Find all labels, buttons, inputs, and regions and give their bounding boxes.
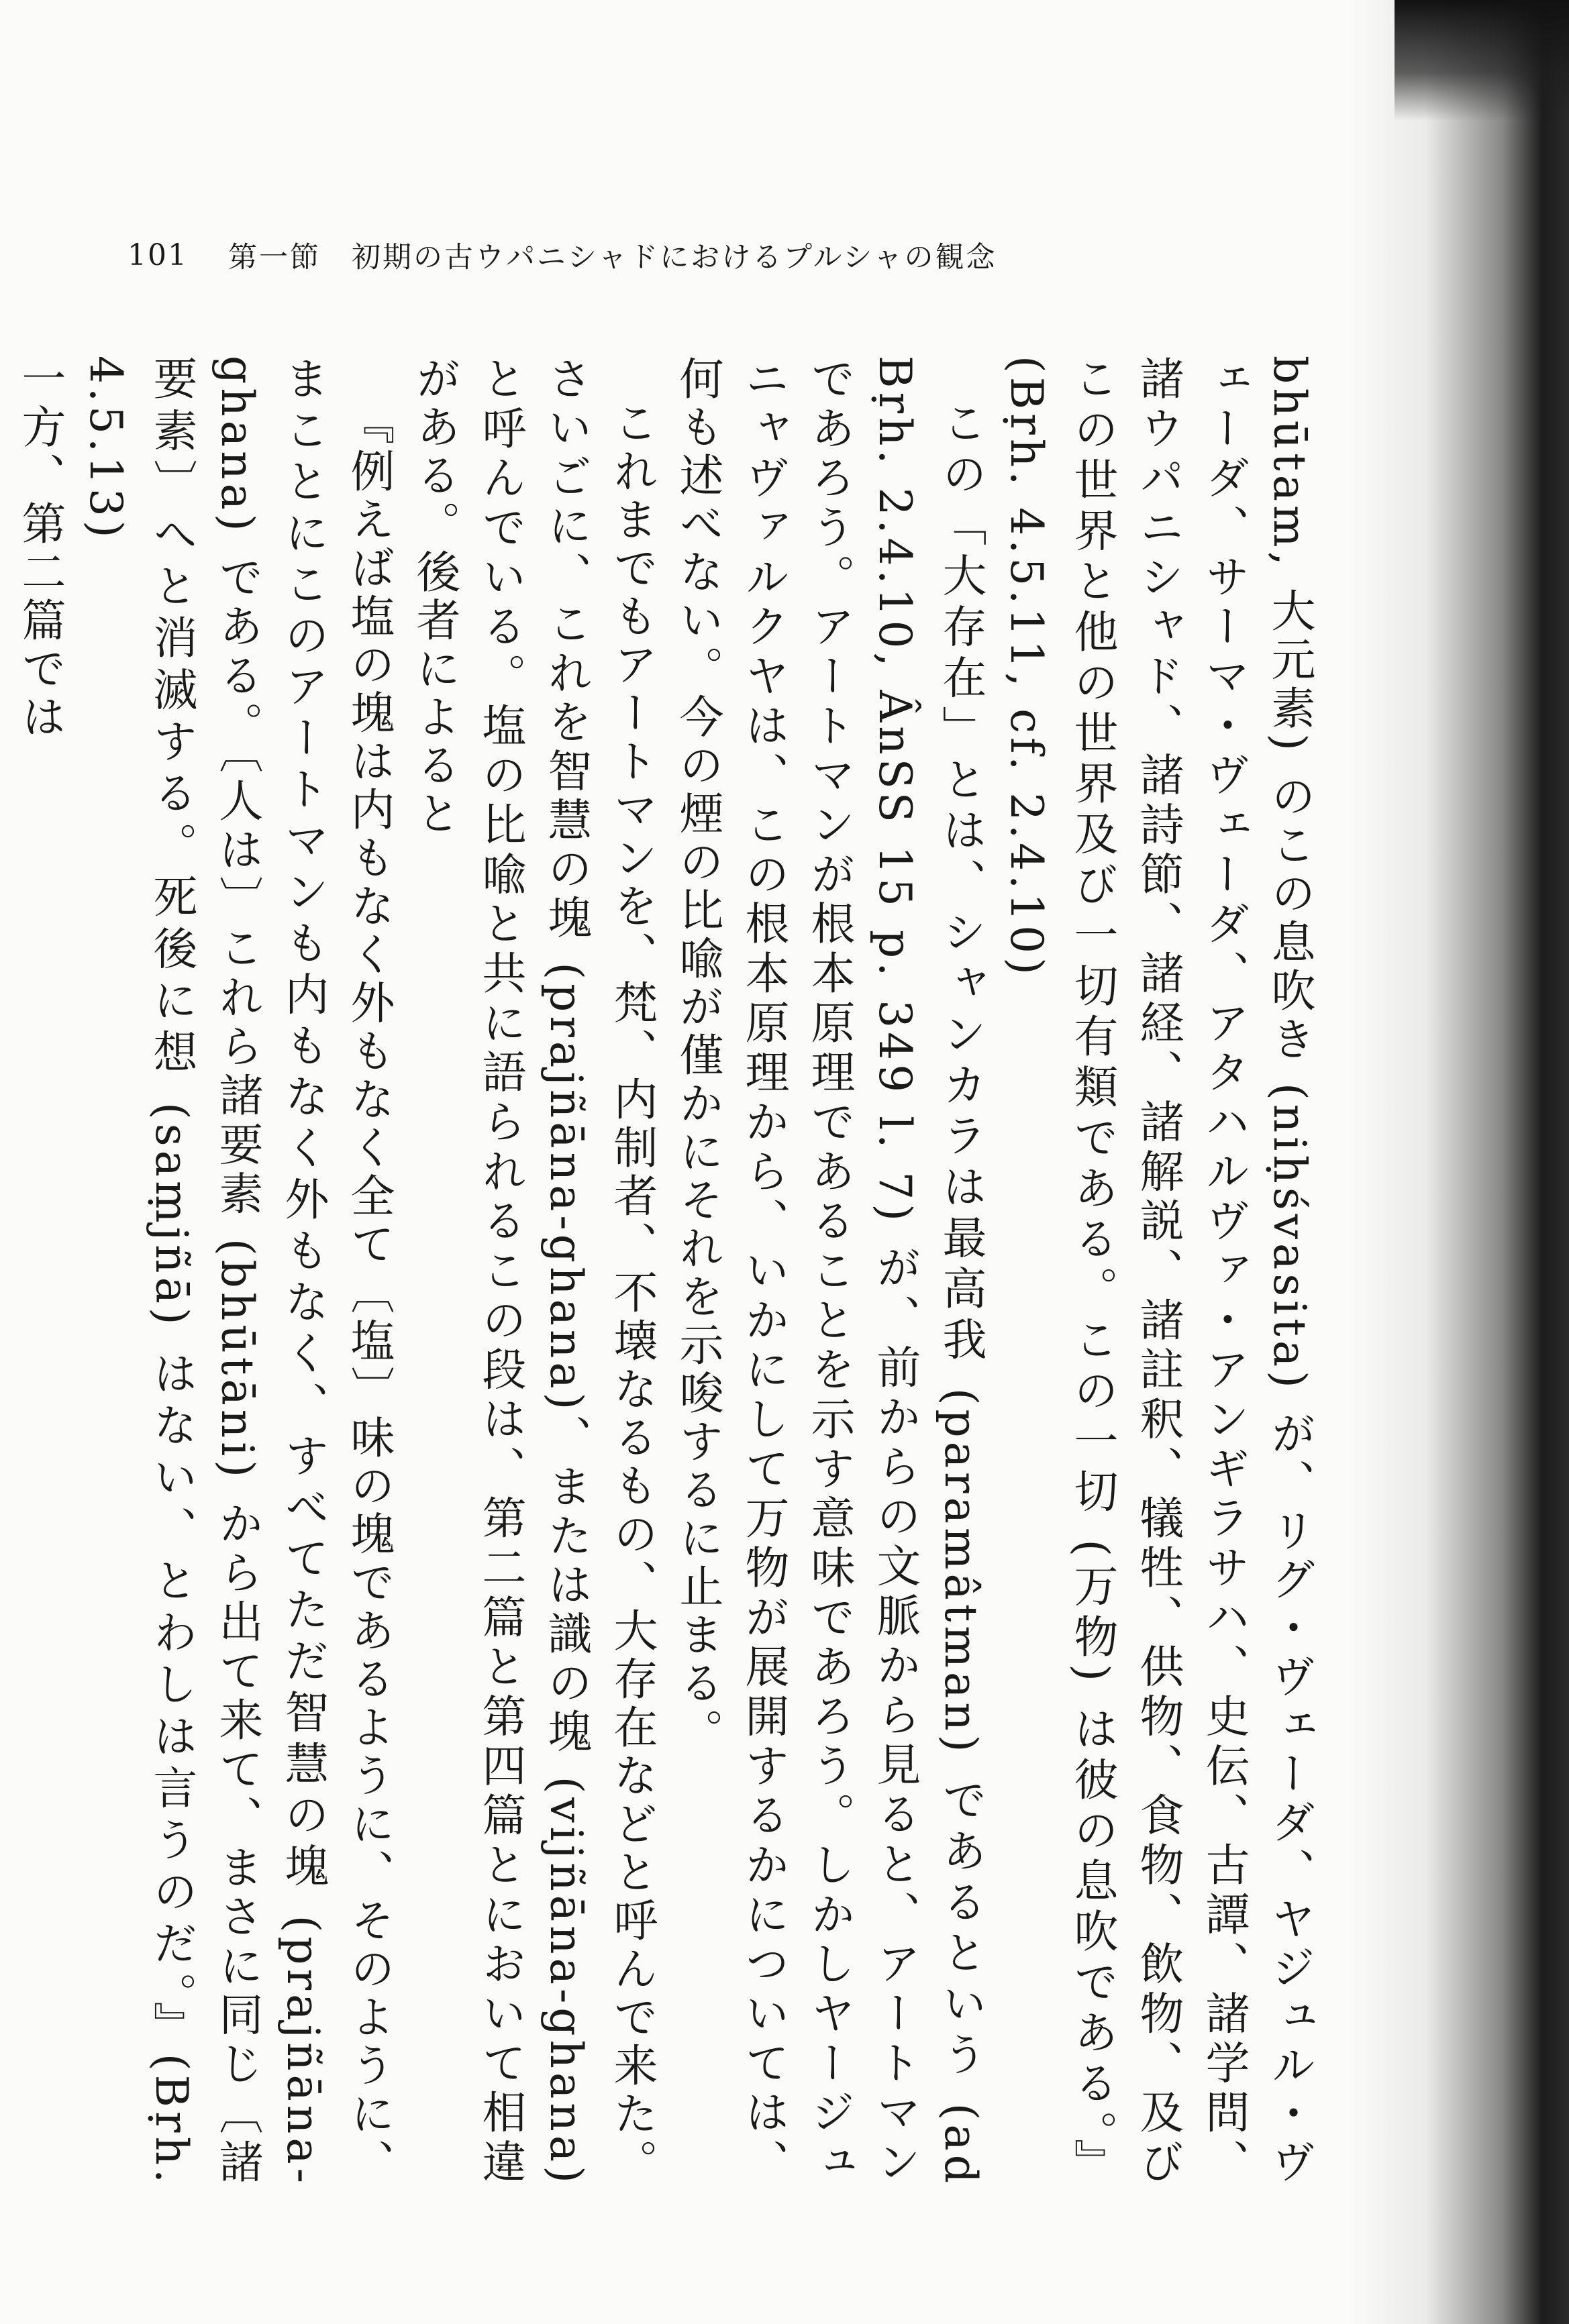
page-header — [128, 228, 1403, 282]
paragraph: 一方、第二篇では — [14, 356, 66, 742]
paragraph-continuation: bhūtam, 大元素) のこの息吹き (niḥśvasita) が、リグ・ヴェーダ、ヤジュル・ヴェーダ、サーマ・ヴェーダ、アタハルヴァ・アンギラサハ、史伝、古譚、諸学問、諸ウパニシャド、諸詩節、諸経、諸解説、諸註釈、犠牲、供物、食物、飲物、及びこの世界と他の世界及び一切有類である。この一切 (万物) は彼の息吹である。』(Bṛh. 4.5.11, cf. 2.4.10) — [1001, 356, 1315, 2187]
running-title: 第一節 初期の古ウパニシャドにおけるプルシャの観念 — [228, 240, 997, 274]
paragraph: これまでもアートマンを、梵、内制者、不壊なるもの、大存在などと呼んで来た。さいごに、これを智慧の塊 (prajñāna-ghana)、または識の塊 (vijñāna-ghana) と呼んでいる。塩の比喩と共に語られるこの段は、第二篇と第四篇とにおいて相違がある。後者によると — [409, 356, 658, 2187]
page-number: 101 — [128, 237, 188, 272]
body-text — [14, 356, 1322, 2188]
paragraph: この「大存在」とは、シャンカラは最高我 (paramâtman) であるという (ad Bṛh. 2.4.10, ÂnSS 15 p. 349 l. 7) が、前からの文脈から見ると、アートマンであろう。アートマンが根本原理であることを示す意味であろう。しかしヤージュニャヴァルクヤは、この根本原理から、いかにして万物が展開するかについては、何も述べない。今の煙の比喩が僅かにそれを示唆するに止まる。 — [672, 356, 986, 2188]
quotation: 『例えば塩の塊は内もなく外もなく全て〔塩〕味の塊であるように、そのように、まことにこのアートマンも内もなく外もなく、すべてただ智慧の塊 (prajñāna-ghana) である。〔人は〕これら諸要素 (bhūtāni) から出て来て、まさに同じ〔諸要素〕へと消滅する。死後に想 (saṃjñā) はない、とわしは言うのだ。』(Bṛh. 4.5.13) — [80, 356, 395, 2187]
quotation — [0, 356, 7, 2187]
binding-shadow — [1348, 0, 1569, 2324]
binding-top-shadow — [1395, 0, 1569, 121]
